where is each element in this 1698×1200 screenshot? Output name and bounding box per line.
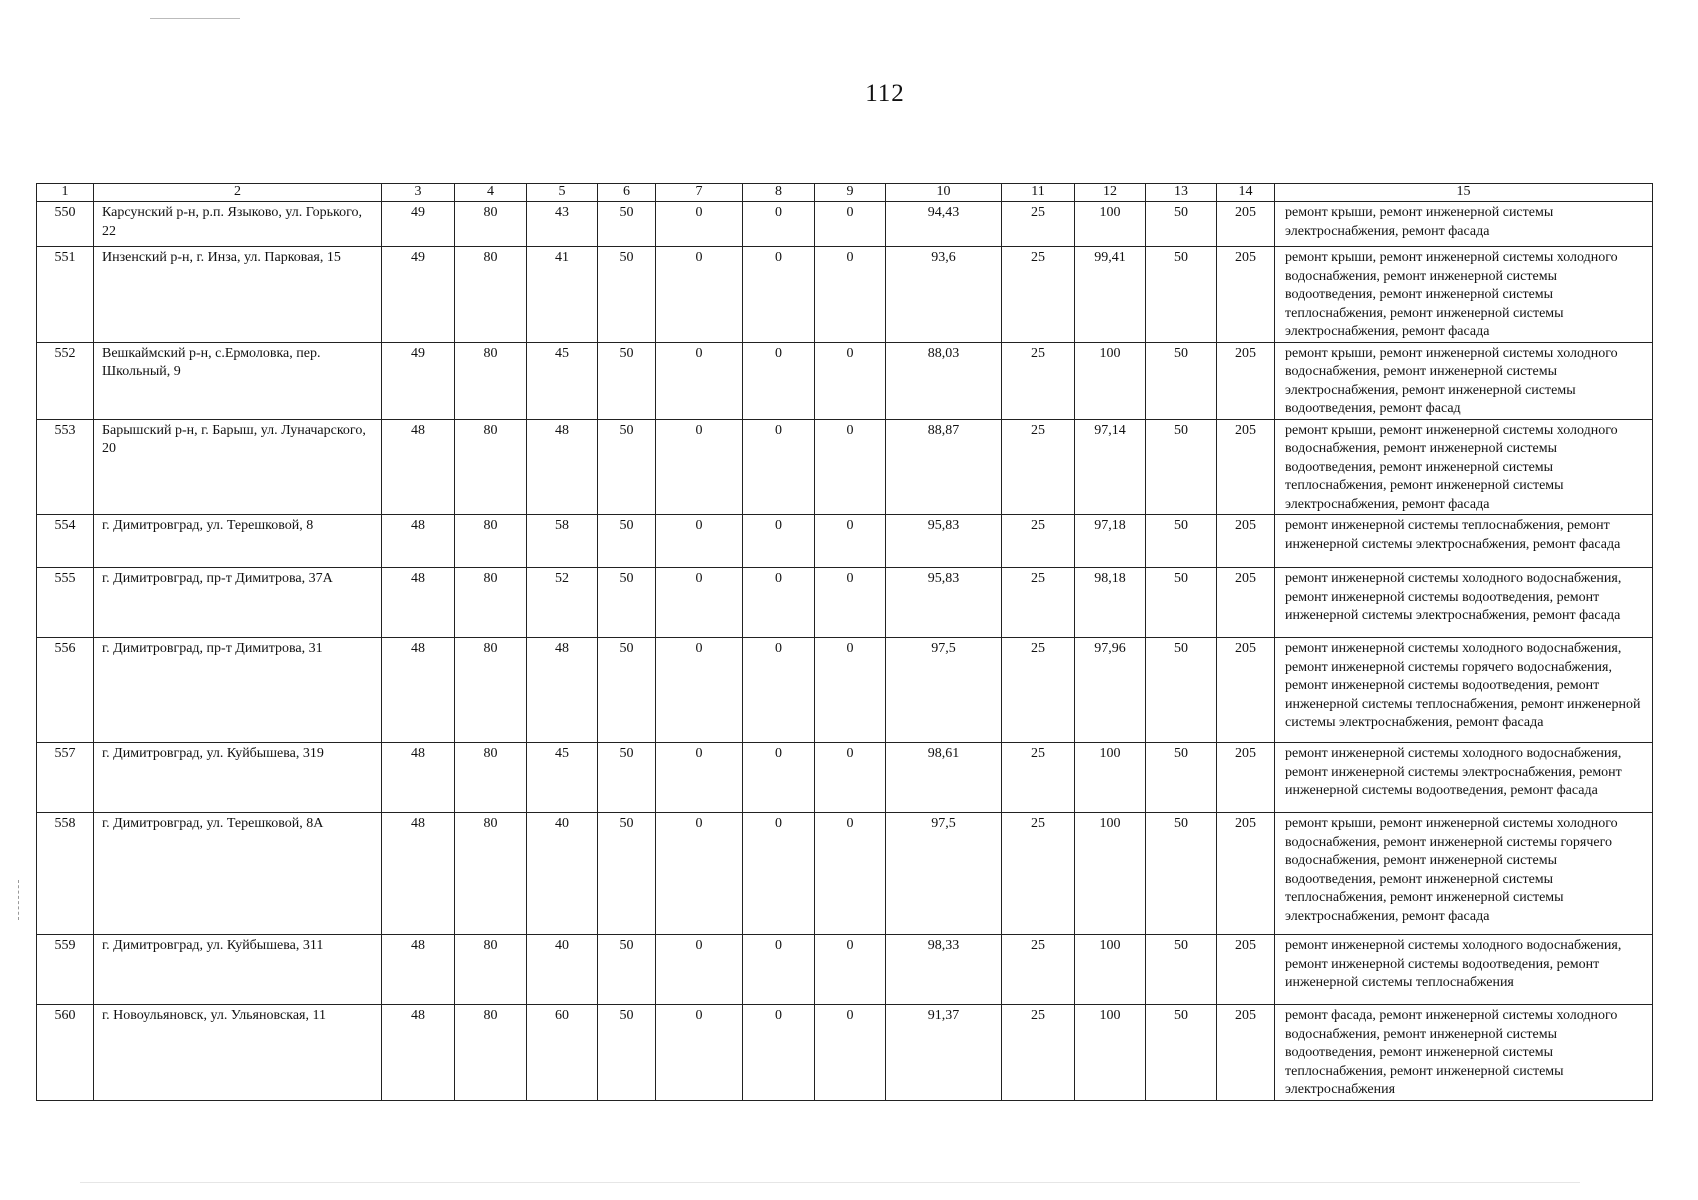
value-cell-col-3: 48 bbox=[382, 515, 455, 568]
column-header-2: 2 bbox=[94, 184, 382, 202]
value-cell-col-3: 48 bbox=[382, 638, 455, 743]
value-cell-col-6: 50 bbox=[598, 935, 656, 1005]
column-header-15: 15 bbox=[1275, 184, 1653, 202]
works-description-cell: ремонт крыши, ремонт инженерной системы холодного водоснабжения, ремонт инженерной системы водоотведения, ремонт инженерной системы теплоснабжения, ремонт инженерной системы электроснабжения, ремонт фасада bbox=[1275, 247, 1653, 343]
value-cell-col-11: 25 bbox=[1002, 813, 1075, 935]
value-cell-col-10: 95,83 bbox=[886, 568, 1002, 638]
address-cell: г. Новоульяновск, ул. Ульяновская, 11 bbox=[94, 1005, 382, 1101]
works-description-cell: ремонт фасада, ремонт инженерной системы холодного водоснабжения, ремонт инженерной системы водоотведения, ремонт инженерной системы теплоснабжения, ремонт инженерной системы электроснабжения bbox=[1275, 1005, 1653, 1101]
value-cell-col-4: 80 bbox=[455, 638, 527, 743]
value-cell-col-11: 25 bbox=[1002, 202, 1075, 247]
value-cell-col-8: 0 bbox=[743, 935, 815, 1005]
value-cell-col-14: 205 bbox=[1217, 935, 1275, 1005]
table-row bbox=[37, 419, 1653, 515]
table-body bbox=[37, 202, 1653, 1101]
value-cell-col-10: 88,87 bbox=[886, 419, 1002, 515]
value-cell-col-12: 99,41 bbox=[1075, 247, 1146, 343]
column-header-12: 12 bbox=[1075, 184, 1146, 202]
value-cell-col-7: 0 bbox=[656, 247, 743, 343]
value-cell-col-12: 98,18 bbox=[1075, 568, 1146, 638]
column-header-11: 11 bbox=[1002, 184, 1075, 202]
value-cell-col-13: 50 bbox=[1146, 342, 1217, 419]
value-cell-col-6: 50 bbox=[598, 568, 656, 638]
row-number-cell: 554 bbox=[37, 515, 94, 568]
address-cell: Барышский р-н, г. Барыш, ул. Луначарского, 20 bbox=[94, 419, 382, 515]
row-number-cell: 557 bbox=[37, 743, 94, 813]
value-cell-col-3: 48 bbox=[382, 813, 455, 935]
row-number-cell: 551 bbox=[37, 247, 94, 343]
value-cell-col-4: 80 bbox=[455, 419, 527, 515]
works-description-cell: ремонт крыши, ремонт инженерной системы электроснабжения, ремонт фасада bbox=[1275, 202, 1653, 247]
value-cell-col-8: 0 bbox=[743, 342, 815, 419]
column-header-9: 9 bbox=[815, 184, 886, 202]
value-cell-col-4: 80 bbox=[455, 202, 527, 247]
value-cell-col-14: 205 bbox=[1217, 568, 1275, 638]
header-row bbox=[37, 184, 1653, 202]
row-number-cell: 559 bbox=[37, 935, 94, 1005]
value-cell-col-6: 50 bbox=[598, 419, 656, 515]
value-cell-col-14: 205 bbox=[1217, 202, 1275, 247]
value-cell-col-7: 0 bbox=[656, 813, 743, 935]
scan-artifact-bottom bbox=[80, 1182, 1580, 1183]
table-row bbox=[37, 568, 1653, 638]
address-cell: Карсунский р-н, р.п. Языково, ул. Горького, 22 bbox=[94, 202, 382, 247]
value-cell-col-6: 50 bbox=[598, 743, 656, 813]
value-cell-col-10: 94,43 bbox=[886, 202, 1002, 247]
value-cell-col-8: 0 bbox=[743, 638, 815, 743]
row-number-cell: 556 bbox=[37, 638, 94, 743]
table-row bbox=[37, 638, 1653, 743]
value-cell-col-4: 80 bbox=[455, 813, 527, 935]
value-cell-col-6: 50 bbox=[598, 202, 656, 247]
column-header-8: 8 bbox=[743, 184, 815, 202]
works-description-cell: ремонт инженерной системы холодного водоснабжения, ремонт инженерной системы водоотведения, ремонт инженерной системы электроснабжения, ремонт фасада bbox=[1275, 568, 1653, 638]
value-cell-col-11: 25 bbox=[1002, 515, 1075, 568]
value-cell-col-11: 25 bbox=[1002, 1005, 1075, 1101]
row-number-cell: 550 bbox=[37, 202, 94, 247]
value-cell-col-13: 50 bbox=[1146, 935, 1217, 1005]
value-cell-col-6: 50 bbox=[598, 515, 656, 568]
address-cell: г. Димитровград, пр-т Димитрова, 31 bbox=[94, 638, 382, 743]
value-cell-col-5: 60 bbox=[527, 1005, 598, 1101]
row-number-cell: 558 bbox=[37, 813, 94, 935]
value-cell-col-7: 0 bbox=[656, 202, 743, 247]
margin-mark bbox=[18, 880, 35, 920]
address-cell: г. Димитровград, ул. Куйбышева, 311 bbox=[94, 935, 382, 1005]
works-description-cell: ремонт инженерной системы холодного водоснабжения, ремонт инженерной системы водоотведения, ремонт инженерной системы теплоснабжения bbox=[1275, 935, 1653, 1005]
value-cell-col-9: 0 bbox=[815, 419, 886, 515]
value-cell-col-3: 49 bbox=[382, 247, 455, 343]
column-header-13: 13 bbox=[1146, 184, 1217, 202]
value-cell-col-8: 0 bbox=[743, 202, 815, 247]
value-cell-col-7: 0 bbox=[656, 568, 743, 638]
value-cell-col-13: 50 bbox=[1146, 568, 1217, 638]
value-cell-col-14: 205 bbox=[1217, 743, 1275, 813]
works-description-cell: ремонт инженерной системы холодного водоснабжения, ремонт инженерной системы горячего водоснабжения, ремонт инженерной системы водоотведения, ремонт инженерной системы теплоснабжения, ремонт инженерной системы электроснабжения, ремонт фасада bbox=[1275, 638, 1653, 743]
value-cell-col-13: 50 bbox=[1146, 638, 1217, 743]
table-row bbox=[37, 342, 1653, 419]
value-cell-col-14: 205 bbox=[1217, 515, 1275, 568]
works-description-cell: ремонт инженерной системы холодного водоснабжения, ремонт инженерной системы электроснабжения, ремонт инженерной системы водоотведения, ремонт фасада bbox=[1275, 743, 1653, 813]
column-header-6: 6 bbox=[598, 184, 656, 202]
value-cell-col-3: 48 bbox=[382, 935, 455, 1005]
value-cell-col-13: 50 bbox=[1146, 1005, 1217, 1101]
value-cell-col-7: 0 bbox=[656, 1005, 743, 1101]
value-cell-col-5: 52 bbox=[527, 568, 598, 638]
value-cell-col-13: 50 bbox=[1146, 743, 1217, 813]
value-cell-col-5: 40 bbox=[527, 935, 598, 1005]
scan-artifact-top bbox=[150, 18, 240, 19]
value-cell-col-5: 45 bbox=[527, 743, 598, 813]
value-cell-col-3: 49 bbox=[382, 342, 455, 419]
value-cell-col-10: 98,33 bbox=[886, 935, 1002, 1005]
value-cell-col-9: 0 bbox=[815, 638, 886, 743]
value-cell-col-11: 25 bbox=[1002, 935, 1075, 1005]
value-cell-col-11: 25 bbox=[1002, 638, 1075, 743]
value-cell-col-9: 0 bbox=[815, 743, 886, 813]
value-cell-col-11: 25 bbox=[1002, 743, 1075, 813]
value-cell-col-4: 80 bbox=[455, 568, 527, 638]
value-cell-col-7: 0 bbox=[656, 419, 743, 515]
table-row bbox=[37, 515, 1653, 568]
value-cell-col-10: 95,83 bbox=[886, 515, 1002, 568]
column-header-10: 10 bbox=[886, 184, 1002, 202]
column-header-14: 14 bbox=[1217, 184, 1275, 202]
value-cell-col-8: 0 bbox=[743, 813, 815, 935]
value-cell-col-3: 48 bbox=[382, 1005, 455, 1101]
page-number: 112 bbox=[865, 80, 905, 107]
value-cell-col-10: 97,5 bbox=[886, 813, 1002, 935]
value-cell-col-12: 100 bbox=[1075, 743, 1146, 813]
value-cell-col-12: 100 bbox=[1075, 202, 1146, 247]
value-cell-col-10: 98,61 bbox=[886, 743, 1002, 813]
works-description-cell: ремонт инженерной системы теплоснабжения, ремонт инженерной системы электроснабжения, ремонт фасада bbox=[1275, 515, 1653, 568]
value-cell-col-14: 205 bbox=[1217, 342, 1275, 419]
value-cell-col-6: 50 bbox=[598, 342, 656, 419]
address-cell: Вешкаймский р-н, с.Ермоловка, пер. Школьный, 9 bbox=[94, 342, 382, 419]
value-cell-col-14: 205 bbox=[1217, 247, 1275, 343]
works-description-cell: ремонт крыши, ремонт инженерной системы холодного водоснабжения, ремонт инженерной системы горячего водоснабжения, ремонт инженерной системы водоотведения, ремонт инженерной системы теплоснабжения, ремонт инженерной системы электроснабжения, ремонт фасада bbox=[1275, 813, 1653, 935]
value-cell-col-5: 48 bbox=[527, 638, 598, 743]
value-cell-col-9: 0 bbox=[815, 568, 886, 638]
value-cell-col-3: 48 bbox=[382, 568, 455, 638]
value-cell-col-6: 50 bbox=[598, 1005, 656, 1101]
value-cell-col-7: 0 bbox=[656, 935, 743, 1005]
value-cell-col-4: 80 bbox=[455, 515, 527, 568]
value-cell-col-3: 49 bbox=[382, 202, 455, 247]
value-cell-col-4: 80 bbox=[455, 935, 527, 1005]
value-cell-col-12: 100 bbox=[1075, 935, 1146, 1005]
value-cell-col-8: 0 bbox=[743, 743, 815, 813]
works-description-cell: ремонт крыши, ремонт инженерной системы холодного водоснабжения, ремонт инженерной системы водоотведения, ремонт инженерной системы теплоснабжения, ремонт инженерной системы электроснабжения, ремонт фасада bbox=[1275, 419, 1653, 515]
value-cell-col-9: 0 bbox=[815, 813, 886, 935]
value-cell-col-4: 80 bbox=[455, 342, 527, 419]
data-table bbox=[36, 183, 1653, 1101]
value-cell-col-10: 93,6 bbox=[886, 247, 1002, 343]
value-cell-col-12: 97,18 bbox=[1075, 515, 1146, 568]
column-header-4: 4 bbox=[455, 184, 527, 202]
value-cell-col-5: 43 bbox=[527, 202, 598, 247]
value-cell-col-9: 0 bbox=[815, 342, 886, 419]
value-cell-col-3: 48 bbox=[382, 743, 455, 813]
column-header-7: 7 bbox=[656, 184, 743, 202]
value-cell-col-6: 50 bbox=[598, 813, 656, 935]
address-cell: Инзенский р-н, г. Инза, ул. Парковая, 15 bbox=[94, 247, 382, 343]
table-row bbox=[37, 202, 1653, 247]
address-cell: г. Димитровград, ул. Терешковой, 8А bbox=[94, 813, 382, 935]
value-cell-col-14: 205 bbox=[1217, 638, 1275, 743]
column-header-3: 3 bbox=[382, 184, 455, 202]
value-cell-col-7: 0 bbox=[656, 743, 743, 813]
value-cell-col-5: 41 bbox=[527, 247, 598, 343]
value-cell-col-13: 50 bbox=[1146, 515, 1217, 568]
value-cell-col-7: 0 bbox=[656, 515, 743, 568]
value-cell-col-12: 100 bbox=[1075, 1005, 1146, 1101]
value-cell-col-6: 50 bbox=[598, 247, 656, 343]
column-header-1: 1 bbox=[37, 184, 94, 202]
value-cell-col-8: 0 bbox=[743, 515, 815, 568]
value-cell-col-10: 88,03 bbox=[886, 342, 1002, 419]
address-cell: г. Димитровград, ул. Куйбышева, 319 bbox=[94, 743, 382, 813]
value-cell-col-12: 97,14 bbox=[1075, 419, 1146, 515]
row-number-cell: 552 bbox=[37, 342, 94, 419]
value-cell-col-9: 0 bbox=[815, 935, 886, 1005]
value-cell-col-12: 100 bbox=[1075, 342, 1146, 419]
value-cell-col-9: 0 bbox=[815, 1005, 886, 1101]
value-cell-col-14: 205 bbox=[1217, 419, 1275, 515]
column-header-5: 5 bbox=[527, 184, 598, 202]
value-cell-col-11: 25 bbox=[1002, 342, 1075, 419]
value-cell-col-8: 0 bbox=[743, 247, 815, 343]
value-cell-col-5: 58 bbox=[527, 515, 598, 568]
value-cell-col-11: 25 bbox=[1002, 419, 1075, 515]
value-cell-col-8: 0 bbox=[743, 419, 815, 515]
value-cell-col-4: 80 bbox=[455, 247, 527, 343]
value-cell-col-3: 48 bbox=[382, 419, 455, 515]
value-cell-col-14: 205 bbox=[1217, 813, 1275, 935]
value-cell-col-14: 205 bbox=[1217, 1005, 1275, 1101]
value-cell-col-12: 97,96 bbox=[1075, 638, 1146, 743]
value-cell-col-7: 0 bbox=[656, 342, 743, 419]
address-cell: г. Димитровград, ул. Терешковой, 8 bbox=[94, 515, 382, 568]
value-cell-col-9: 0 bbox=[815, 202, 886, 247]
table-row bbox=[37, 1005, 1653, 1101]
value-cell-col-5: 45 bbox=[527, 342, 598, 419]
value-cell-col-4: 80 bbox=[455, 743, 527, 813]
value-cell-col-12: 100 bbox=[1075, 813, 1146, 935]
value-cell-col-13: 50 bbox=[1146, 202, 1217, 247]
value-cell-col-5: 40 bbox=[527, 813, 598, 935]
value-cell-col-8: 0 bbox=[743, 1005, 815, 1101]
address-cell: г. Димитровград, пр-т Димитрова, 37А bbox=[94, 568, 382, 638]
works-description-cell: ремонт крыши, ремонт инженерной системы холодного водоснабжения, ремонт инженерной системы электроснабжения, ремонт инженерной системы водоотведения, ремонт фасад bbox=[1275, 342, 1653, 419]
value-cell-col-11: 25 bbox=[1002, 247, 1075, 343]
value-cell-col-9: 0 bbox=[815, 247, 886, 343]
table-row bbox=[37, 935, 1653, 1005]
value-cell-col-9: 0 bbox=[815, 515, 886, 568]
table-row bbox=[37, 813, 1653, 935]
value-cell-col-13: 50 bbox=[1146, 247, 1217, 343]
row-number-cell: 555 bbox=[37, 568, 94, 638]
value-cell-col-13: 50 bbox=[1146, 813, 1217, 935]
value-cell-col-5: 48 bbox=[527, 419, 598, 515]
table-row bbox=[37, 743, 1653, 813]
value-cell-col-7: 0 bbox=[656, 638, 743, 743]
value-cell-col-4: 80 bbox=[455, 1005, 527, 1101]
value-cell-col-11: 25 bbox=[1002, 568, 1075, 638]
value-cell-col-6: 50 bbox=[598, 638, 656, 743]
value-cell-col-10: 97,5 bbox=[886, 638, 1002, 743]
value-cell-col-8: 0 bbox=[743, 568, 815, 638]
value-cell-col-13: 50 bbox=[1146, 419, 1217, 515]
row-number-cell: 560 bbox=[37, 1005, 94, 1101]
row-number-cell: 553 bbox=[37, 419, 94, 515]
table-row bbox=[37, 247, 1653, 343]
value-cell-col-10: 91,37 bbox=[886, 1005, 1002, 1101]
